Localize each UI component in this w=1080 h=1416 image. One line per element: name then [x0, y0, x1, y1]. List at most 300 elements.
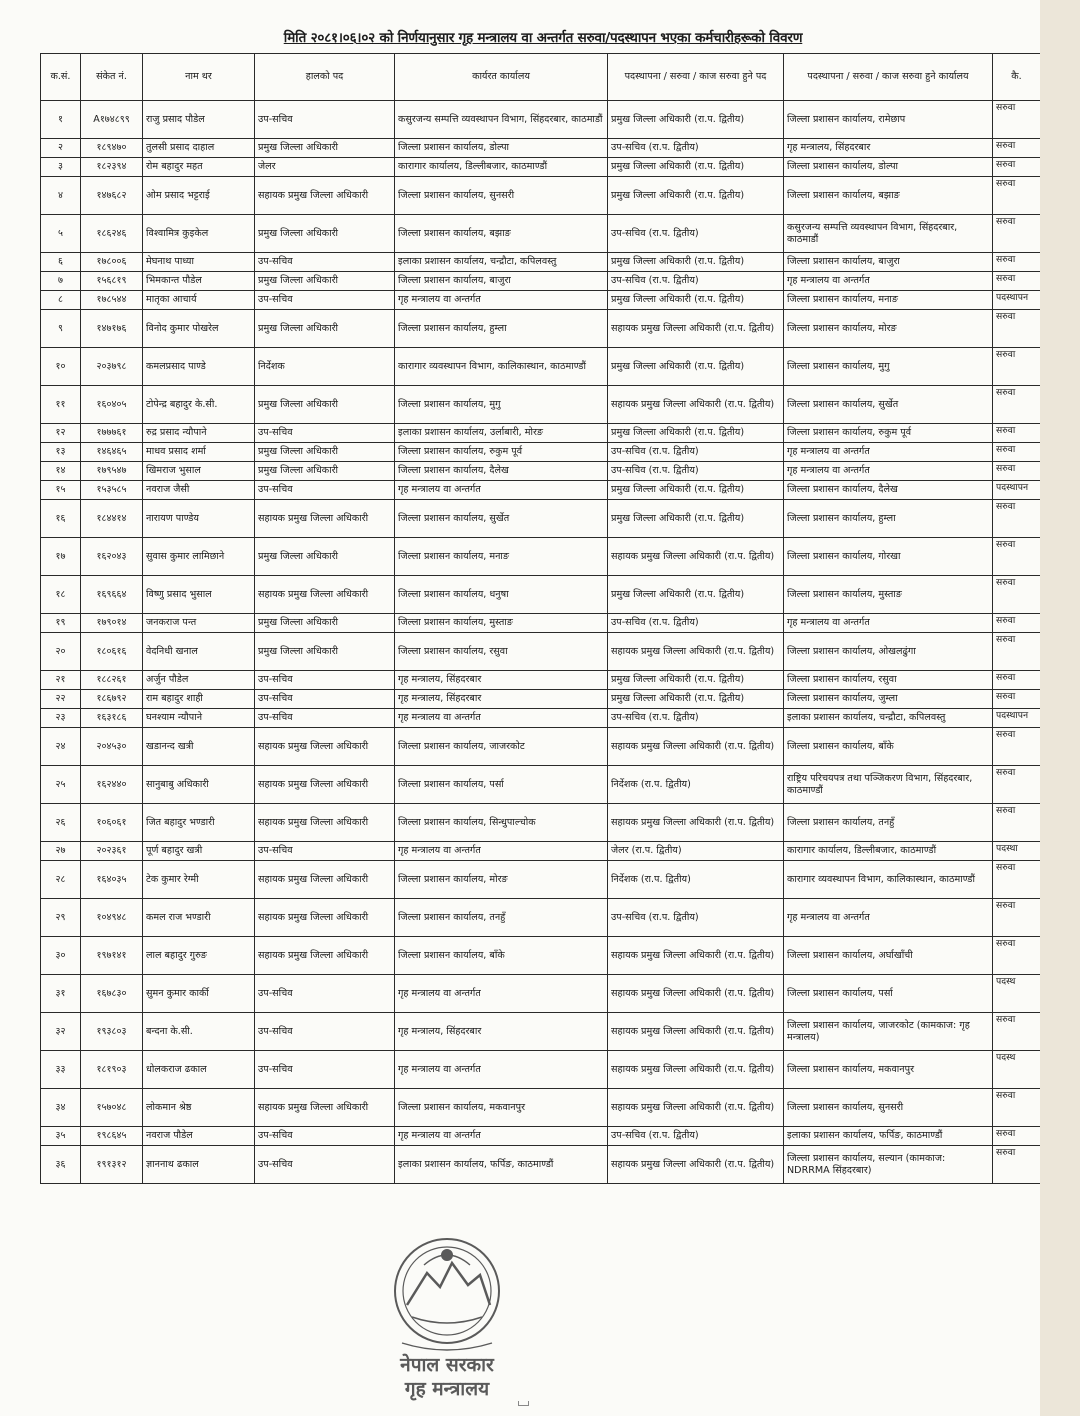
row-sn: ५	[41, 215, 81, 253]
row-new-office: कारागार कार्यालय, डिल्लीबजार, काठमाण्डौं	[784, 842, 993, 861]
row-current-post: प्रमुख जिल्ला अधिकारी	[255, 462, 395, 481]
row-name: विश्वामित्र कुइकेल	[143, 215, 255, 253]
row-current-post: सहायक प्रमुख जिल्ला अधिकारी	[255, 728, 395, 766]
row-name: विष्णु प्रसाद भुसाल	[143, 576, 255, 614]
row-current-office: गृह मन्त्रालय वा अन्तर्गत	[395, 842, 608, 861]
row-current-office: गृह मन्त्रालय वा अन्तर्गत	[395, 709, 608, 728]
row-current-office: कसुरजन्य सम्पत्ति व्यवस्थापन विभाग, सिंहदरबार, काठमाडौं	[395, 101, 608, 139]
row-current-post: सहायक प्रमुख जिल्ला अधिकारी	[255, 937, 395, 975]
row-new-office: जिल्ला प्रशासन कार्यालय, जुम्ला	[784, 690, 993, 709]
row-new-office: जिल्ला प्रशासन कार्यालय, मोरङ	[784, 310, 993, 348]
row-current-office: जिल्ला प्रशासन कार्यालय, सुर्खेत	[395, 500, 608, 538]
row-new-post: सहायक प्रमुख जिल्ला अधिकारी (रा.प. द्वितीय)	[608, 1013, 784, 1051]
row-code: १८०६१६	[81, 633, 143, 671]
row-sn: ६	[41, 253, 81, 272]
row-new-office: कसुरजन्य सम्पत्ति व्यवस्थापन विभाग, सिंहदरबार, काठमाडौं	[784, 215, 993, 253]
row-code: १४६४६५	[81, 443, 143, 462]
row-current-office: जिल्ला प्रशासन कार्यालय, पर्सा	[395, 766, 608, 804]
table-body	[41, 101, 1041, 1184]
table-row	[41, 424, 1041, 443]
row-new-post: प्रमुख जिल्ला अधिकारी (रा.प. द्वितीय)	[608, 291, 784, 310]
row-sn: ३१	[41, 975, 81, 1013]
row-name: पूर्ण बहादुर खत्री	[143, 842, 255, 861]
row-new-office: जिल्ला प्रशासन कार्यालय, मुस्ताङ	[784, 576, 993, 614]
row-remark: सरुवा	[993, 1089, 1041, 1127]
row-sn: १०	[41, 348, 81, 386]
row-new-post: प्रमुख जिल्ला अधिकारी (रा.प. द्वितीय)	[608, 253, 784, 272]
row-current-post: प्रमुख जिल्ला अधिकारी	[255, 443, 395, 462]
row-sn: १९	[41, 614, 81, 633]
table-row	[41, 804, 1041, 842]
row-name: सुवास कुमार लामिछाने	[143, 538, 255, 576]
table-row	[41, 1051, 1041, 1089]
row-remark: सरुवा	[993, 937, 1041, 975]
row-code: १५३५८५	[81, 481, 143, 500]
row-remark: सरुवा	[993, 671, 1041, 690]
row-name: टोपेन्द्र बहादुर के.सी.	[143, 386, 255, 424]
row-name: सानुबाबु अधिकारी	[143, 766, 255, 804]
row-code: A१७४८९९	[81, 101, 143, 139]
table-row	[41, 177, 1041, 215]
row-current-office: जिल्ला प्रशासन कार्यालय, मकवानपुर	[395, 1089, 608, 1127]
row-current-office: गृह मन्त्रालय वा अन्तर्गत	[395, 481, 608, 500]
row-sn: २३	[41, 709, 81, 728]
row-sn: ३२	[41, 1013, 81, 1051]
row-name: घनश्याम न्यौपाने	[143, 709, 255, 728]
table-row	[41, 842, 1041, 861]
row-remark: सरुवा	[993, 215, 1041, 253]
row-new-post: उप-सचिव (रा.प. द्वितीय)	[608, 462, 784, 481]
row-new-office: इलाका प्रशासन कार्यालय, फर्पिङ, काठमाण्डौं	[784, 1127, 993, 1146]
row-current-post: प्रमुख जिल्ला अधिकारी	[255, 633, 395, 671]
row-current-office: जिल्ला प्रशासन कार्यालय, बाँके	[395, 937, 608, 975]
table-row	[41, 443, 1041, 462]
row-current-post: सहायक प्रमुख जिल्ला अधिकारी	[255, 766, 395, 804]
row-remark: सरुवा	[993, 1013, 1041, 1051]
table-row	[41, 709, 1041, 728]
row-current-post: सहायक प्रमुख जिल्ला अधिकारी	[255, 899, 395, 937]
row-new-office: कारागार व्यवस्थापन विभाग, कालिकास्थान, काठमाण्डौं	[784, 861, 993, 899]
header-name: नाम थर	[143, 54, 255, 101]
table-row	[41, 348, 1041, 386]
row-new-office: जिल्ला प्रशासन कार्यालय, गोरखा	[784, 538, 993, 576]
row-sn: १७	[41, 538, 81, 576]
row-current-office: गृह मन्त्रालय, सिंहदरबार	[395, 1013, 608, 1051]
row-current-office: गृह मन्त्रालय, सिंहदरबार	[395, 671, 608, 690]
row-name: माधव प्रसाद शर्मा	[143, 443, 255, 462]
row-sn: २	[41, 139, 81, 158]
row-code: २०२३६१	[81, 842, 143, 861]
row-new-office: जिल्ला प्रशासन कार्यालय, सुर्खेत	[784, 386, 993, 424]
row-current-office: जिल्ला प्रशासन कार्यालय, डोल्पा	[395, 139, 608, 158]
row-sn: ३६	[41, 1146, 81, 1184]
row-current-office: जिल्ला प्रशासन कार्यालय, सुनसरी	[395, 177, 608, 215]
row-new-post: निर्देशक (रा.प. द्वितीय)	[608, 861, 784, 899]
row-current-office: जिल्ला प्रशासन कार्यालय, मनाङ	[395, 538, 608, 576]
row-current-office: जिल्ला प्रशासन कार्यालय, सिन्धुपाल्चोक	[395, 804, 608, 842]
row-current-office: कारागार व्यवस्थापन विभाग, कालिकास्थान, काठमाण्डौं	[395, 348, 608, 386]
row-sn: २१	[41, 671, 81, 690]
row-name: नवराज पौडेल	[143, 1127, 255, 1146]
row-new-office: इलाका प्रशासन कार्यालय, चन्द्रौटा, कपिलवस्तु	[784, 709, 993, 728]
row-code: १८१९०३	[81, 1051, 143, 1089]
row-sn: ९	[41, 310, 81, 348]
row-new-post: प्रमुख जिल्ला अधिकारी (रा.प. द्वितीय)	[608, 158, 784, 177]
row-new-office: जिल्ला प्रशासन कार्यालय, सल्यान (कामकाज: NDRRMA सिंहदरबार)	[784, 1146, 993, 1184]
row-current-post: उप-सचिव	[255, 671, 395, 690]
row-sn: २८	[41, 861, 81, 899]
row-code: १८६२४६	[81, 215, 143, 253]
row-new-post: निर्देशक (रा.प. द्वितीय)	[608, 766, 784, 804]
row-new-post: सहायक प्रमुख जिल्ला अधिकारी (रा.प. द्वितीय)	[608, 1051, 784, 1089]
row-new-post: सहायक प्रमुख जिल्ला अधिकारी (रा.प. द्वितीय)	[608, 804, 784, 842]
row-sn: ३५	[41, 1127, 81, 1146]
row-remark: सरुवा	[993, 500, 1041, 538]
row-sn: ७	[41, 272, 81, 291]
row-code: १६९६६४	[81, 576, 143, 614]
row-new-post: प्रमुख जिल्ला अधिकारी (रा.प. द्वितीय)	[608, 424, 784, 443]
row-current-post: सहायक प्रमुख जिल्ला अधिकारी	[255, 1089, 395, 1127]
row-sn: ३	[41, 158, 81, 177]
row-new-post: उप-सचिव (रा.प. द्वितीय)	[608, 215, 784, 253]
row-current-post: सहायक प्रमुख जिल्ला अधिकारी	[255, 861, 395, 899]
row-new-post: उप-सचिव (रा.प. द्वितीय)	[608, 272, 784, 291]
row-new-office: जिल्ला प्रशासन कार्यालय, बाजुरा	[784, 253, 993, 272]
row-name: मेघनाथ पाध्या	[143, 253, 255, 272]
row-remark: पदस्थ	[993, 1051, 1041, 1089]
row-current-office: गृह मन्त्रालय, सिंहदरबार	[395, 690, 608, 709]
government-seal-emblem	[372, 1225, 522, 1401]
row-current-post: उप-सचिव	[255, 690, 395, 709]
row-remark: सरुवा	[993, 633, 1041, 671]
row-new-office: जिल्ला प्रशासन कार्यालय, अर्घाखाँची	[784, 937, 993, 975]
row-sn: १३	[41, 443, 81, 462]
row-sn: ८	[41, 291, 81, 310]
row-new-office: गृह मन्त्रालय, सिंहदरबार	[784, 139, 993, 158]
row-current-post: उप-सचिव	[255, 1051, 395, 1089]
row-current-post: जेलर	[255, 158, 395, 177]
table-row	[41, 1127, 1041, 1146]
row-code: १७९५४७	[81, 462, 143, 481]
row-remark: सरुवा	[993, 899, 1041, 937]
row-current-post: उप-सचिव	[255, 253, 395, 272]
header-current-office: कार्यरत कार्यालय	[395, 54, 608, 101]
row-sn: २६	[41, 804, 81, 842]
row-code: १७७७६१	[81, 424, 143, 443]
row-new-post: सहायक प्रमुख जिल्ला अधिकारी (रा.प. द्वितीय)	[608, 386, 784, 424]
table-row	[41, 671, 1041, 690]
row-new-post: सहायक प्रमुख जिल्ला अधिकारी (रा.प. द्वितीय)	[608, 310, 784, 348]
row-new-post: सहायक प्रमुख जिल्ला अधिकारी (रा.प. द्वितीय)	[608, 1146, 784, 1184]
row-new-post: सहायक प्रमुख जिल्ला अधिकारी (रा.प. द्वितीय)	[608, 728, 784, 766]
row-new-office: जिल्ला प्रशासन कार्यालय, तनहुँ	[784, 804, 993, 842]
table-row	[41, 291, 1041, 310]
table-row	[41, 310, 1041, 348]
row-current-office: इलाका प्रशासन कार्यालय, उर्लाबारी, मोरङ	[395, 424, 608, 443]
row-name: सुमन कुमार कार्की	[143, 975, 255, 1013]
row-name: कमलप्रसाद पाण्डे	[143, 348, 255, 386]
table-row	[41, 253, 1041, 272]
row-code: १९७१४१	[81, 937, 143, 975]
row-name: राजु प्रसाद पौडेल	[143, 101, 255, 139]
row-sn: २९	[41, 899, 81, 937]
row-name: मातृका आचार्य	[143, 291, 255, 310]
row-new-post: उप-सचिव (रा.प. द्वितीय)	[608, 1127, 784, 1146]
row-code: २०४५३०	[81, 728, 143, 766]
row-new-office: जिल्ला प्रशासन कार्यालय, पर्सा	[784, 975, 993, 1013]
row-code: १६०४०५	[81, 386, 143, 424]
table-row	[41, 538, 1041, 576]
row-current-office: जिल्ला प्रशासन कार्यालय, बझाङ	[395, 215, 608, 253]
row-new-office: जिल्ला प्रशासन कार्यालय, दैलेख	[784, 481, 993, 500]
scan-edge	[1040, 0, 1080, 1416]
row-new-office: जिल्ला प्रशासन कार्यालय, मनाङ	[784, 291, 993, 310]
row-new-office: जिल्ला प्रशासन कार्यालय, डोल्पा	[784, 158, 993, 177]
row-remark: पदस्थापन	[993, 291, 1041, 310]
row-sn: १४	[41, 462, 81, 481]
row-name: अर्जुन पौडेल	[143, 671, 255, 690]
row-code: १६७८३०	[81, 975, 143, 1013]
row-name: राम बहादुर शाही	[143, 690, 255, 709]
row-new-office: जिल्ला प्रशासन कार्यालय, हुम्ला	[784, 500, 993, 538]
row-current-office: गृह मन्त्रालय वा अन्तर्गत	[395, 1127, 608, 1146]
row-current-office: गृह मन्त्रालय वा अन्तर्गत	[395, 291, 608, 310]
table-row	[41, 101, 1041, 139]
row-name: जित बहादुर भण्डारी	[143, 804, 255, 842]
table-row	[41, 1013, 1041, 1051]
row-new-post: प्रमुख जिल्ला अधिकारी (रा.प. द्वितीय)	[608, 500, 784, 538]
table-row	[41, 899, 1041, 937]
row-sn: २२	[41, 690, 81, 709]
row-new-post: उप-सचिव (रा.प. द्वितीय)	[608, 899, 784, 937]
row-current-post: प्रमुख जिल्ला अधिकारी	[255, 538, 395, 576]
row-new-post: सहायक प्रमुख जिल्ला अधिकारी (रा.प. द्वितीय)	[608, 975, 784, 1013]
row-new-office: जिल्ला प्रशासन कार्यालय, जाजरकोट (कामकाज: गृह मन्त्रालय)	[784, 1013, 993, 1051]
row-current-post: प्रमुख जिल्ला अधिकारी	[255, 139, 395, 158]
document-title: मिति २०८१।०६।०२ को निर्णयानुसार गृह मन्त्रालय वा अन्तर्गत सरुवा/पदस्थापन भएका कर्मचारीहरूको विवरण	[283, 30, 803, 46]
row-new-post: प्रमुख जिल्ला अधिकारी (रा.प. द्वितीय)	[608, 576, 784, 614]
row-name: रोम बहादुर महत	[143, 158, 255, 177]
row-name: कमल राज भण्डारी	[143, 899, 255, 937]
row-new-post: प्रमुख जिल्ला अधिकारी (रा.प. द्वितीय)	[608, 481, 784, 500]
row-new-post: सहायक प्रमुख जिल्ला अधिकारी (रा.प. द्वितीय)	[608, 1089, 784, 1127]
row-name: ओम प्रसाद भट्टराई	[143, 177, 255, 215]
header-sn: क.सं.	[41, 54, 81, 101]
row-current-post: सहायक प्रमुख जिल्ला अधिकारी	[255, 576, 395, 614]
row-new-post: उप-सचिव (रा.प. द्वितीय)	[608, 443, 784, 462]
row-new-post: सहायक प्रमुख जिल्ला अधिकारी (रा.प. द्वितीय)	[608, 937, 784, 975]
table-row	[41, 937, 1041, 975]
row-remark: सरुवा	[993, 272, 1041, 291]
row-code: १६२४४०	[81, 766, 143, 804]
row-code: १८९४७०	[81, 139, 143, 158]
row-name: टेक कुमार रेग्मी	[143, 861, 255, 899]
row-remark: सरुवा	[993, 348, 1041, 386]
row-sn: १२	[41, 424, 81, 443]
row-new-post: सहायक प्रमुख जिल्ला अधिकारी (रा.प. द्वितीय)	[608, 538, 784, 576]
row-code: १५६८१९	[81, 272, 143, 291]
row-current-post: प्रमुख जिल्ला अधिकारी	[255, 614, 395, 633]
table-row	[41, 614, 1041, 633]
row-current-office: कारागार कार्यालय, डिल्लीबजार, काठमाण्डौं	[395, 158, 608, 177]
table-row	[41, 690, 1041, 709]
svg-text:नेपाल सरकार: नेपाल सरकार	[400, 1354, 494, 1376]
row-current-post: उप-सचिव	[255, 1013, 395, 1051]
row-remark: सरुवा	[993, 424, 1041, 443]
row-current-post: प्रमुख जिल्ला अधिकारी	[255, 272, 395, 291]
row-code: १९१३१२	[81, 1146, 143, 1184]
row-new-office: गृह मन्त्रालय वा अन्तर्गत	[784, 462, 993, 481]
row-current-office: जिल्ला प्रशासन कार्यालय, रुकुम पूर्व	[395, 443, 608, 462]
row-name: रुद्र प्रसाद न्यौपाने	[143, 424, 255, 443]
row-sn: २७	[41, 842, 81, 861]
row-current-post: उप-सचिव	[255, 481, 395, 500]
table-row	[41, 158, 1041, 177]
row-remark: सरुवा	[993, 728, 1041, 766]
row-new-office: गृह मन्त्रालय वा अन्तर्गत	[784, 443, 993, 462]
table-header-row	[41, 54, 1041, 101]
table-row	[41, 633, 1041, 671]
row-code: १७८००६	[81, 253, 143, 272]
header-new-office: पदस्थापना / सरुवा / काज सरुवा हुने कार्यालय	[784, 54, 993, 101]
row-remark: सरुवा	[993, 158, 1041, 177]
row-remark: सरुवा	[993, 1146, 1041, 1184]
row-code: १५७०४८	[81, 1089, 143, 1127]
row-current-post: उप-सचिव	[255, 101, 395, 139]
table-row	[41, 272, 1041, 291]
svg-text:गृह मन्त्रालय: गृह मन्त्रालय	[404, 1378, 490, 1400]
row-sn: २५	[41, 766, 81, 804]
row-code: १६३१८६	[81, 709, 143, 728]
row-current-post: प्रमुख जिल्ला अधिकारी	[255, 310, 395, 348]
row-current-office: इलाका प्रशासन कार्यालय, फर्पिङ, काठमाण्डौं	[395, 1146, 608, 1184]
row-code: १०६०६१	[81, 804, 143, 842]
row-code: १७८५४४	[81, 291, 143, 310]
row-code: १४७६८२	[81, 177, 143, 215]
row-current-post: उप-सचिव	[255, 1146, 395, 1184]
row-remark: सरुवा	[993, 177, 1041, 215]
row-remark: सरुवा	[993, 861, 1041, 899]
row-remark: पदस्थापन	[993, 709, 1041, 728]
row-name: लाल बहादुर गुरुङ	[143, 937, 255, 975]
row-current-post: सहायक प्रमुख जिल्ला अधिकारी	[255, 177, 395, 215]
row-name: वेदनिधी खनाल	[143, 633, 255, 671]
row-remark: सरुवा	[993, 386, 1041, 424]
row-sn: ३०	[41, 937, 81, 975]
row-sn: २४	[41, 728, 81, 766]
row-current-office: जिल्ला प्रशासन कार्यालय, जाजरकोट	[395, 728, 608, 766]
row-new-post: जेलर (रा.प. द्वितीय)	[608, 842, 784, 861]
row-new-office: गृह मन्त्रालय वा अन्तर्गत	[784, 614, 993, 633]
table-row	[41, 728, 1041, 766]
row-current-office: गृह मन्त्रालय वा अन्तर्गत	[395, 975, 608, 1013]
row-name: बन्दना के.सी.	[143, 1013, 255, 1051]
table-row	[41, 500, 1041, 538]
row-code: १६४०३५	[81, 861, 143, 899]
table-row	[41, 481, 1041, 500]
row-code: १८८२६१	[81, 671, 143, 690]
row-remark: पदस्थापन	[993, 481, 1041, 500]
row-new-post: उप-सचिव (रा.प. द्वितीय)	[608, 709, 784, 728]
row-current-post: प्रमुख जिल्ला अधिकारी	[255, 386, 395, 424]
row-name: नारायण पाण्डेय	[143, 500, 255, 538]
row-name: खिमराज भुसाल	[143, 462, 255, 481]
row-remark: सरुवा	[993, 614, 1041, 633]
row-current-office: जिल्ला प्रशासन कार्यालय, धनुषा	[395, 576, 608, 614]
row-current-post: प्रमुख जिल्ला अधिकारी	[255, 215, 395, 253]
row-name: विनोद कुमार पोखरेल	[143, 310, 255, 348]
row-current-office: जिल्ला प्रशासन कार्यालय, बाजुरा	[395, 272, 608, 291]
row-new-post: प्रमुख जिल्ला अधिकारी (रा.प. द्वितीय)	[608, 671, 784, 690]
row-name: जनकराज पन्त	[143, 614, 255, 633]
row-new-office: गृह मन्त्रालय वा अन्तर्गत	[784, 899, 993, 937]
row-current-office: जिल्ला प्रशासन कार्यालय, हुम्ला	[395, 310, 608, 348]
row-current-post: उप-सचिव	[255, 1127, 395, 1146]
row-code: १६२०४३	[81, 538, 143, 576]
page-mark	[518, 1401, 529, 1406]
row-name: धोलकराज ढकाल	[143, 1051, 255, 1089]
row-name: भिमकान्त पौडेल	[143, 272, 255, 291]
row-new-office: जिल्ला प्रशासन कार्यालय, रामेछाप	[784, 101, 993, 139]
row-sn: ३३	[41, 1051, 81, 1089]
table-row	[41, 1146, 1041, 1184]
table-row	[41, 386, 1041, 424]
row-current-office: इलाका प्रशासन कार्यालय, चन्द्रौटा, कपिलवस्तु	[395, 253, 608, 272]
row-new-office: जिल्ला प्रशासन कार्यालय, ओखलढुंगा	[784, 633, 993, 671]
row-name: नवराज जैसी	[143, 481, 255, 500]
row-remark: सरुवा	[993, 139, 1041, 158]
header-new-post: पदस्थापना / सरुवा / काज सरुवा हुने पद	[608, 54, 784, 101]
table-row	[41, 462, 1041, 481]
row-remark: सरुवा	[993, 766, 1041, 804]
header-code: संकेत नं.	[81, 54, 143, 101]
row-name: खडानन्द खत्री	[143, 728, 255, 766]
row-current-post: सहायक प्रमुख जिल्ला अधिकारी	[255, 804, 395, 842]
row-current-office: जिल्ला प्रशासन कार्यालय, मुस्ताङ	[395, 614, 608, 633]
row-code: १४७१७६	[81, 310, 143, 348]
row-name: तुलसी प्रसाद दाहाल	[143, 139, 255, 158]
row-new-office: राष्ट्रिय परिचयपत्र तथा पञ्जिकरण विभाग, सिंहदरबार, काठमाण्डौं	[784, 766, 993, 804]
row-sn: १६	[41, 500, 81, 538]
table-row	[41, 139, 1041, 158]
row-new-post: प्रमुख जिल्ला अधिकारी (रा.प. द्वितीय)	[608, 101, 784, 139]
row-new-office: जिल्ला प्रशासन कार्यालय, रसुवा	[784, 671, 993, 690]
row-current-post: उप-सचिव	[255, 424, 395, 443]
row-new-post: सहायक प्रमुख जिल्ला अधिकारी (रा.प. द्वितीय)	[608, 633, 784, 671]
row-remark: सरुवा	[993, 538, 1041, 576]
row-remark: सरुवा	[993, 1127, 1041, 1146]
row-sn: १८	[41, 576, 81, 614]
row-sn: ३४	[41, 1089, 81, 1127]
row-new-post: उप-सचिव (रा.प. द्वितीय)	[608, 139, 784, 158]
row-current-post: उप-सचिव	[255, 842, 395, 861]
table-row	[41, 215, 1041, 253]
row-current-office: जिल्ला प्रशासन कार्यालय, दैलेख	[395, 462, 608, 481]
row-code: १८६७९२	[81, 690, 143, 709]
row-remark: सरुवा	[993, 443, 1041, 462]
row-current-post: उप-सचिव	[255, 291, 395, 310]
row-name: लोकमान श्रेष्ठ	[143, 1089, 255, 1127]
row-sn: २०	[41, 633, 81, 671]
row-remark: सरुवा	[993, 310, 1041, 348]
row-current-office: गृह मन्त्रालय वा अन्तर्गत	[395, 1051, 608, 1089]
row-remark: सरुवा	[993, 804, 1041, 842]
row-name: ज्ञाननाथ ढकाल	[143, 1146, 255, 1184]
row-current-post: उप-सचिव	[255, 709, 395, 728]
row-new-office: जिल्ला प्रशासन कार्यालय, बझाङ	[784, 177, 993, 215]
row-new-post: प्रमुख जिल्ला अधिकारी (रा.प. द्वितीय)	[608, 690, 784, 709]
row-current-post: उप-सचिव	[255, 975, 395, 1013]
